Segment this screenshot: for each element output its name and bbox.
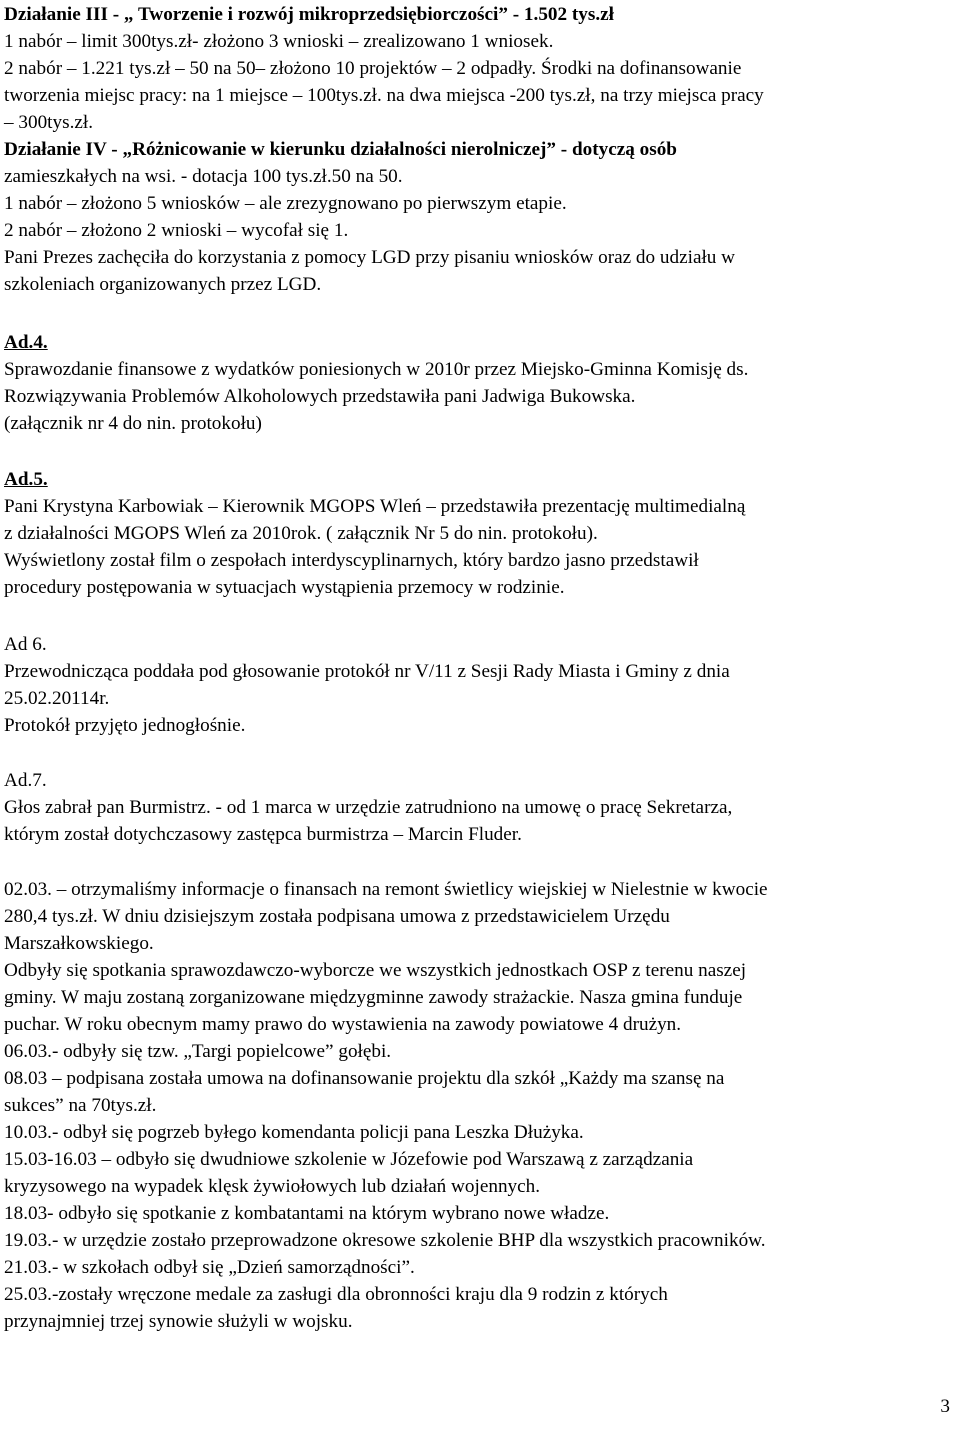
text-line: 02.03. – otrzymaliśmy informacje o finansach na remont świetlicy wiejskiej w Nielestnie w kwocie xyxy=(4,879,768,900)
page-number: 3 xyxy=(940,1396,950,1417)
text-line: Wyświetlony został film o zespołach interdyscyplinarnych, który bardzo jasno przedstawił xyxy=(4,550,699,571)
text-line: 10.03.- odbył się pogrzeb byłego komendanta policji pana Leszka Dłużyka. xyxy=(4,1122,584,1143)
section-heading-ad4: Ad.4. xyxy=(4,332,48,353)
text-line: (załącznik nr 4 do nin. protokołu) xyxy=(4,413,262,434)
section-heading-ad7: Ad.7. xyxy=(4,770,47,791)
text-line: 1 nabór – złożono 5 wniosków – ale zrezygnowano po pierwszym etapie. xyxy=(4,193,567,214)
text-line: 18.03- odbyło się spotkanie z kombatantami na którym wybrano nowe władze. xyxy=(4,1203,610,1224)
text-line: 2 nabór – 1.221 tys.zł – 50 na 50– złożono 10 projektów – 2 odpadły. Środki na dofinansowanie xyxy=(4,58,742,79)
text-line: Rozwiązywania Problemów Alkoholowych przedstawiła pani Jadwiga Bukowska. xyxy=(4,386,636,407)
text-line: 1 nabór – limit 300tys.zł- złożono 3 wnioski – zrealizowano 1 wniosek. xyxy=(4,31,554,52)
text-line: 2 nabór – złożono 2 wnioski – wycofał się 1. xyxy=(4,220,349,241)
section-heading-ad6: Ad 6. xyxy=(4,634,47,655)
text-line: przynajmniej trzej synowie służyli w wojsku. xyxy=(4,1311,353,1332)
text-line: 06.03.- odbyły się tzw. „Targi popielcowe” gołębi. xyxy=(4,1041,392,1062)
text-line: sukces” na 70tys.zł. xyxy=(4,1095,157,1116)
text-line: Pani Prezes zachęciła do korzystania z pomocy LGD przy pisaniu wniosków oraz do udziału w xyxy=(4,247,736,268)
text-line: Odbyły się spotkania sprawozdawczo-wyborcze we wszystkich jednostkach OSP z terenu naszej xyxy=(4,960,747,981)
text-line: zamieszkałych na wsi. - dotacja 100 tys.zł.50 na 50. xyxy=(4,166,403,187)
text-line: Głos zabrał pan Burmistrz. - od 1 marca w urzędzie zatrudniono na umowę o pracę Sekretarza, xyxy=(4,797,733,818)
text-line: z działalności MGOPS Wleń za 2010rok. ( załącznik Nr 5 do nin. protokołu). xyxy=(4,523,598,544)
text-line: 19.03.- w urzędzie zostało przeprowadzone okresowe szkolenie BHP dla wszystkich pracowników. xyxy=(4,1230,766,1251)
heading-dzialanie-iv: Działanie IV - „Różnicowanie w kierunku działalności nierolniczej” - dotyczą osób xyxy=(4,139,677,160)
text-line: 25.02.20114r. xyxy=(4,688,110,709)
text-line: 15.03-16.03 – odbyło się dwudniowe szkolenie w Józefowie pod Warszawą z zarządzania xyxy=(4,1149,694,1170)
text-line: Pani Krystyna Karbowiak – Kierownik MGOPS Wleń – przedstawiła prezentację multimedialną xyxy=(4,496,746,517)
text-line: 280,4 tys.zł. W dniu dzisiejszym została podpisana umowa z przedstawicielem Urzędu xyxy=(4,906,670,927)
text-line: Sprawozdanie finansowe z wydatków poniesionych w 2010r przez Miejsko-Gminna Komisję ds. xyxy=(4,359,749,380)
text-line: Marszałkowskiego. xyxy=(4,933,154,954)
text-line: którym został dotychczasowy zastępca burmistrza – Marcin Fluder. xyxy=(4,824,522,845)
text-line: tworzenia miejsc pracy: na 1 miejsce – 100tys.zł. na dwa miejsca -200 tys.zł, na trzy miejsca pracy xyxy=(4,85,764,106)
text-line: Przewodnicząca poddała pod głosowanie protokół nr V/11 z Sesji Rady Miasta i Gminy z dnia xyxy=(4,661,730,682)
text-line: 21.03.- w szkołach odbył się „Dzień samorządności”. xyxy=(4,1257,415,1278)
text-line: puchar. W roku obecnym mamy prawo do wystawienia na zawody powiatowe 4 drużyn. xyxy=(4,1014,682,1035)
text-line: procedury postępowania w sytuacjach wystąpienia przemocy w rodzinie. xyxy=(4,577,565,598)
text-line: 08.03 – podpisana została umowa na dofinansowanie projektu dla szkół „Każdy ma szansę na xyxy=(4,1068,725,1089)
section-heading-ad5: Ad.5. xyxy=(4,469,48,490)
text-line: szkoleniach organizowanych przez LGD. xyxy=(4,274,322,295)
text-line: Protokół przyjęto jednogłośnie. xyxy=(4,715,246,736)
heading-dzialanie-iii: Działanie III - „ Tworzenie i rozwój mikroprzedsiębiorczości” - 1.502 tys.zł xyxy=(4,4,614,25)
text-line: gminy. W maju zostaną zorganizowane międzygminne zawody strażackie. Nasza gmina funduje xyxy=(4,987,743,1008)
text-line: – 300tys.zł. xyxy=(4,112,94,133)
text-line: kryzysowego na wypadek klęsk żywiołowych lub działań wojennych. xyxy=(4,1176,541,1197)
text-line: 25.03.-zostały wręczone medale za zasługi dla obronności kraju dla 9 rodzin z których xyxy=(4,1284,668,1305)
